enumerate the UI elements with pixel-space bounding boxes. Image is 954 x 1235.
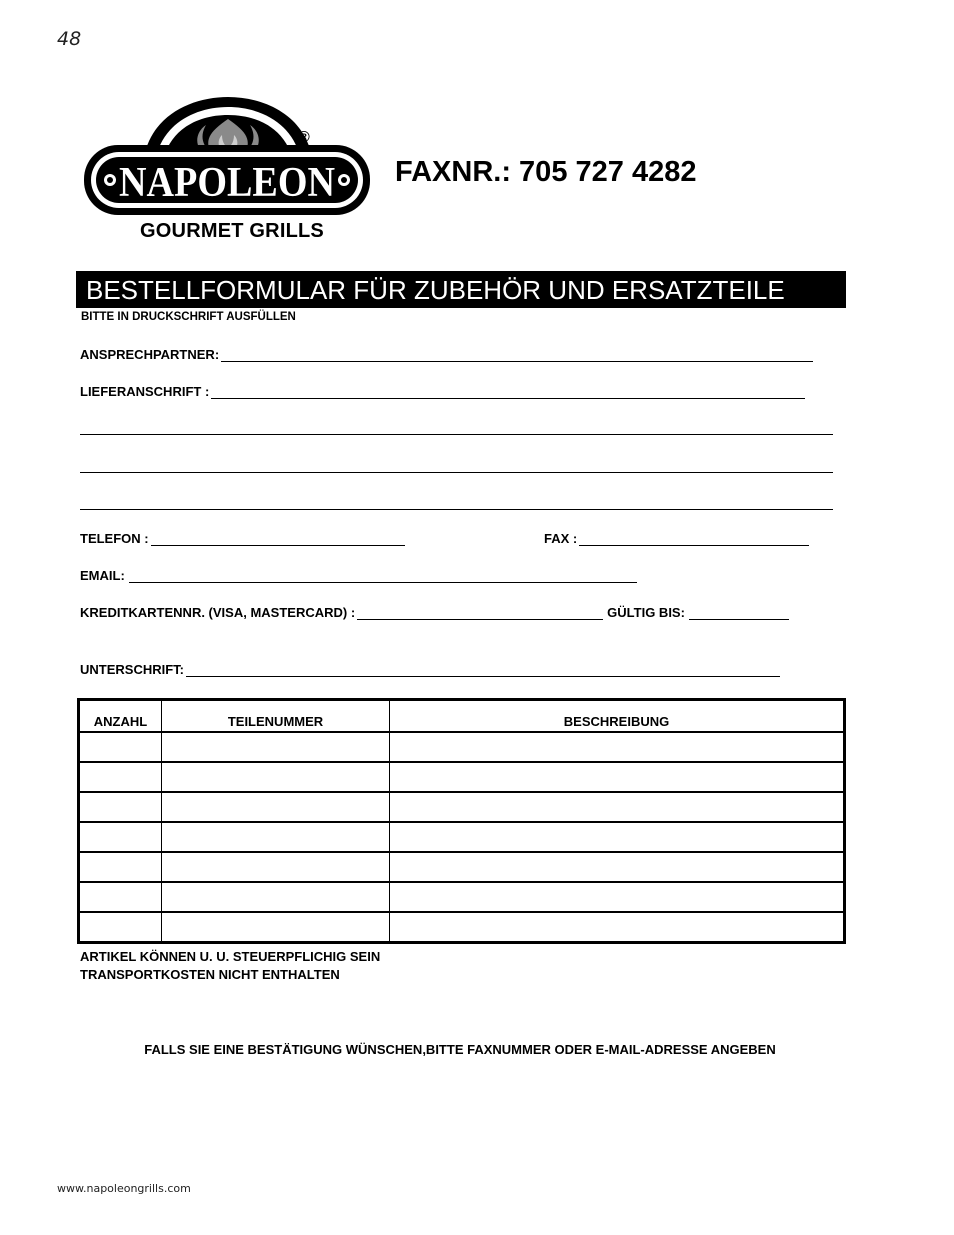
fax-label: FAX :: [544, 531, 578, 546]
table-row: [79, 762, 845, 792]
description-cell[interactable]: [390, 762, 845, 792]
phone-label: TELEFON :: [80, 531, 149, 546]
page-number: 48: [57, 28, 82, 50]
description-cell[interactable]: [390, 912, 845, 943]
description-cell[interactable]: [390, 792, 845, 822]
table-row: [79, 732, 845, 762]
table-row: [79, 852, 845, 882]
part-number-cell[interactable]: [162, 792, 390, 822]
valid-until-label: GÜLTIG BIS:: [607, 605, 685, 620]
part-number-cell[interactable]: [162, 732, 390, 762]
email-label: EMAIL:: [80, 568, 125, 583]
tax-note: ARTIKEL KÖNNEN U. U. STEUERPFLICHIG SEIN: [80, 949, 381, 964]
form-title: BESTELLFORMULAR FÜR ZUBEHÖR UND ERSATZTEILE: [76, 271, 846, 308]
address-line-4[interactable]: [80, 509, 833, 510]
column-header-description: BESCHREIBUNG: [390, 700, 845, 733]
part-number-cell[interactable]: [162, 882, 390, 912]
address-line-2[interactable]: [80, 434, 833, 435]
fax-field[interactable]: [544, 531, 809, 546]
email-field[interactable]: [80, 568, 637, 583]
fill-instruction: BITTE IN DRUCKSCHRIFT AUSFÜLLEN: [81, 311, 296, 323]
address-line-3[interactable]: [80, 472, 833, 473]
quantity-cell[interactable]: [79, 762, 162, 792]
fax-number-heading: FAXNR.: 705 727 4282: [395, 156, 697, 188]
credit-card-field[interactable]: [80, 605, 789, 620]
table-row: [79, 822, 845, 852]
email-blank[interactable]: [129, 568, 637, 583]
signature-label: UNTERSCHRIFT:: [80, 662, 184, 677]
quantity-cell[interactable]: [79, 852, 162, 882]
brand-subtitle: GOURMET GRILLS: [140, 220, 324, 242]
description-cell[interactable]: [390, 882, 845, 912]
credit-card-blank[interactable]: [357, 605, 603, 620]
quantity-cell[interactable]: [79, 732, 162, 762]
column-header-part-number: TEILENUMMER: [162, 700, 390, 733]
part-number-cell[interactable]: [162, 822, 390, 852]
description-cell[interactable]: [390, 822, 845, 852]
address-label: LIEFERANSCHRIFT :: [80, 384, 210, 399]
contact-label: ANSPRECHPARTNER:: [80, 347, 220, 362]
quantity-cell[interactable]: [79, 912, 162, 943]
fax-blank[interactable]: [579, 531, 809, 546]
footer-url[interactable]: www.napoleongrills.com: [57, 1182, 191, 1195]
shipping-note: TRANSPORTKOSTEN NICHT ENTHALTEN: [80, 967, 340, 982]
quantity-cell[interactable]: [79, 882, 162, 912]
phone-field[interactable]: [80, 531, 405, 546]
description-cell[interactable]: [390, 852, 845, 882]
confirmation-note: FALLS SIE EINE BESTÄTIGUNG WÜNSCHEN,BITTE FAXNUMMER ODER E-MAIL-ADRESSE ANGEBEN: [144, 1042, 776, 1057]
parts-table: [77, 698, 846, 944]
address-blank[interactable]: [211, 384, 805, 399]
svg-text:®: ®: [298, 129, 310, 146]
part-number-cell[interactable]: [162, 762, 390, 792]
signature-blank[interactable]: [186, 662, 780, 677]
address-field[interactable]: [80, 384, 805, 399]
part-number-cell[interactable]: [162, 912, 390, 943]
table-row: [79, 912, 845, 943]
part-number-cell[interactable]: [162, 852, 390, 882]
phone-blank[interactable]: [151, 531, 405, 546]
quantity-cell[interactable]: [79, 822, 162, 852]
description-cell[interactable]: [390, 732, 845, 762]
credit-card-label: KREDITKARTENNR. (VISA, MASTERCARD) :: [80, 605, 356, 620]
column-header-quantity: ANZAHL: [79, 700, 162, 733]
table-row: [79, 882, 845, 912]
quantity-cell[interactable]: [79, 792, 162, 822]
table-header-row: [79, 700, 845, 733]
logo-wordmark: NAPOLEON: [119, 160, 335, 206]
table-row: [79, 792, 845, 822]
contact-field[interactable]: [80, 347, 813, 362]
signature-field[interactable]: [80, 662, 780, 677]
valid-until-blank[interactable]: [689, 605, 789, 620]
contact-blank[interactable]: [221, 347, 813, 362]
